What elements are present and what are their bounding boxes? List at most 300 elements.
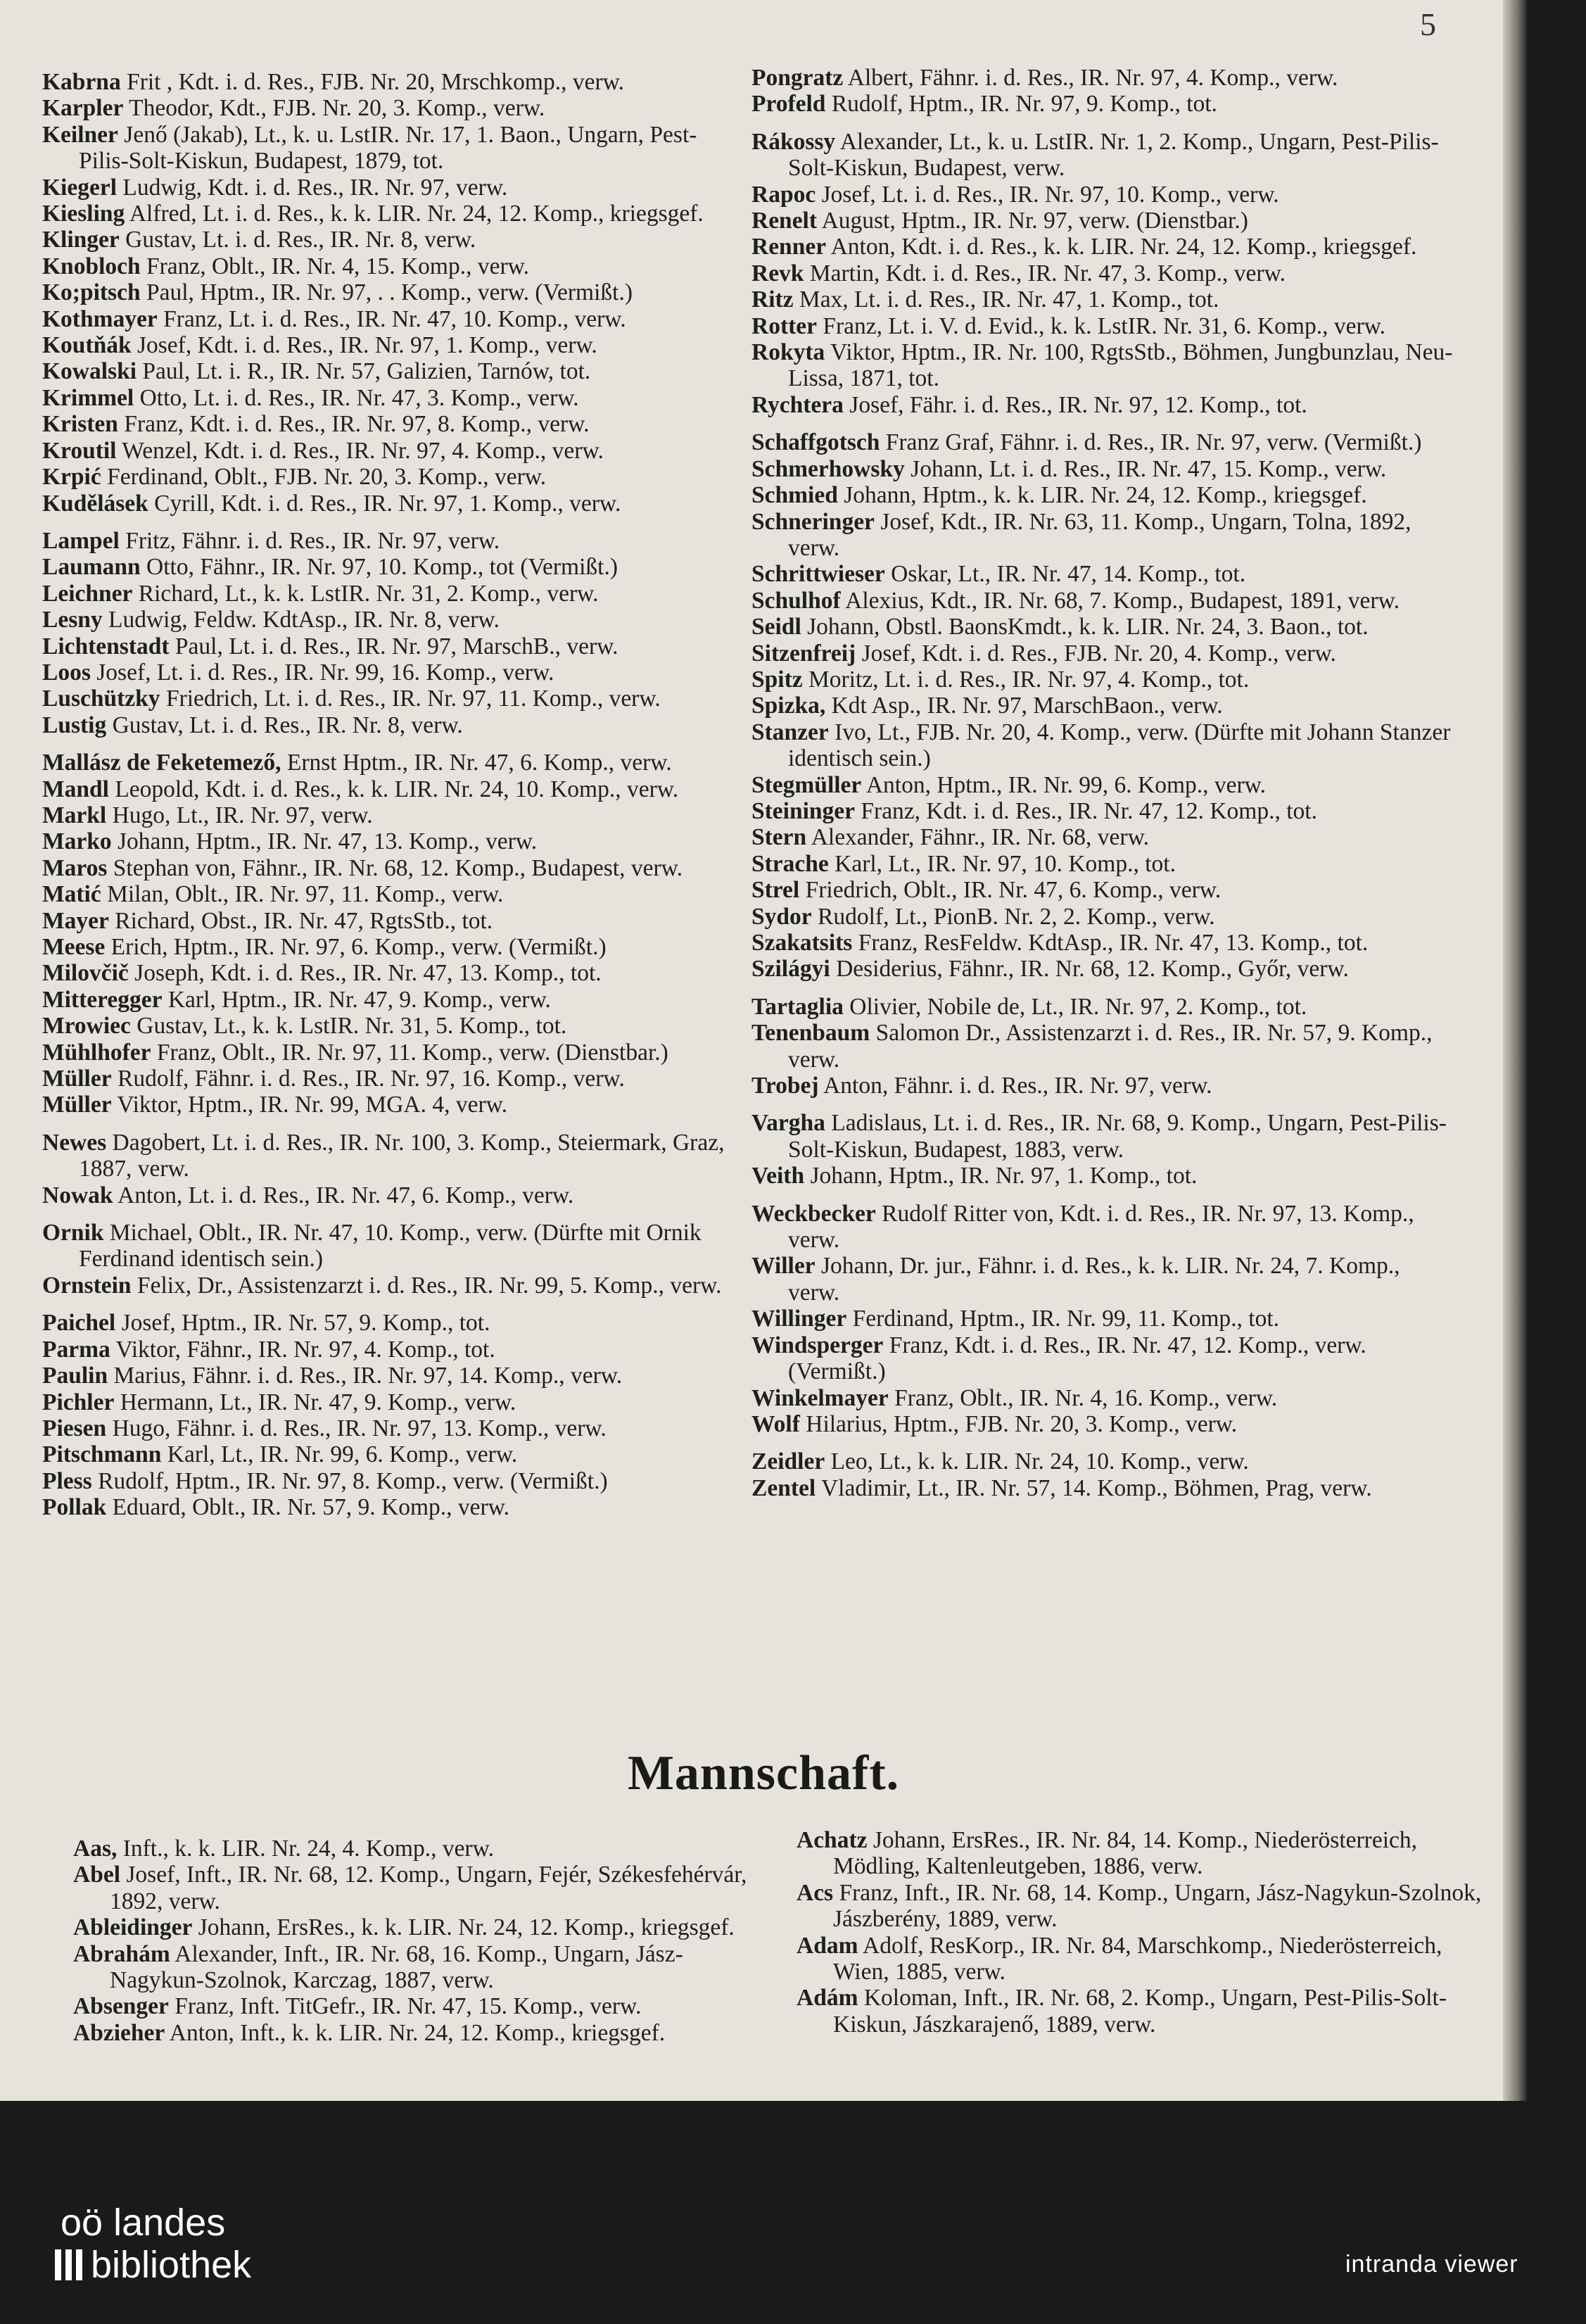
entry-details: Dagobert, Lt. i. d. Res., IR. Nr. 100, 3. Komp., Steiermark, Graz, 1887, verw.	[79, 1129, 725, 1182]
list-item	[797, 1827, 1500, 1880]
entry-surname: Abzieher	[73, 2019, 165, 2046]
entry-surname: Müller	[42, 1092, 112, 1118]
men-right-column	[797, 1827, 1500, 2038]
entry-details: Josef, Hptm., IR. Nr. 57, 9. Komp., tot.	[121, 1310, 490, 1337]
entry-details: Johann, ErsRes., k. k. LIR. Nr. 24, 12. Komp., kriegsgef.	[198, 1914, 735, 1941]
entry-details: Josef, Kdt. i. d. Res., FJB. Nr. 20, 4. Komp., verw.	[861, 640, 1336, 667]
entry-surname: Adam	[797, 1932, 858, 1959]
list-item	[751, 208, 1455, 234]
page-number: 5	[1420, 6, 1436, 42]
list-item	[42, 1415, 746, 1441]
entry-surname: Kiesling	[42, 201, 125, 227]
entry-details: Koloman, Inft., IR. Nr. 68, 2. Komp., Ungarn, Pest-Pilis-Solt-Kiskun, Jászkarajenő, 1889, verw.	[833, 1985, 1447, 2038]
entry-surname: Mallász de Feketemező,	[42, 750, 281, 776]
entry-details: Viktor, Hptm., IR. Nr. 99, MGA. 4, verw.	[117, 1092, 508, 1118]
entry-details: Gustav, Lt. i. d. Res., IR. Nr. 8, verw.	[112, 712, 463, 738]
entry-details: Johann, Dr. jur., Fähnr. i. d. Res., k. k. LIR. Nr. 24, 7. Komp., verw.	[788, 1253, 1400, 1306]
entry-details: Alexander, Inft., IR. Nr. 68, 16. Komp., Ungarn, Jász-Nagykun-Szolnok, Karczag, 1887, verw.	[110, 1940, 683, 1994]
entry-surname: Rákossy	[751, 128, 836, 155]
entry-details: Albert, Fähnr. i. d. Res., IR. Nr. 97, 4. Komp., verw.	[847, 65, 1338, 91]
entry-surname: Strache	[751, 850, 829, 877]
list-item	[751, 339, 1455, 392]
entry-details: Josef, Kdt., IR. Nr. 63, 11. Komp., Ungarn, Tolna, 1892, verw.	[788, 508, 1411, 561]
list-item	[42, 987, 746, 1013]
entry-details: Franz, Kdt. i. d. Res., IR. Nr. 47, 12. Komp., verw. (Vermißt.)	[788, 1332, 1366, 1385]
entry-details: Paul, Lt. i. d. Res., IR. Nr. 97, MarschB., verw.	[175, 633, 618, 659]
entry-details: Cyrill, Kdt. i. d. Res., IR. Nr. 97, 1. Komp., verw.	[154, 490, 621, 517]
entry-details: Wenzel, Kdt. i. d. Res., IR. Nr. 97, 4. Komp., verw.	[122, 437, 604, 464]
entry-details: Johann, Hptm., IR. Nr. 97, 1. Komp., tot.	[810, 1163, 1198, 1189]
list-item	[42, 69, 746, 95]
entry-details: Alexander, Fähnr., IR. Nr. 68, verw.	[811, 824, 1149, 851]
entry-details: Franz, Inft., IR. Nr. 68, 14. Komp., Ungarn, Jász-Nagykun-Szolnok, Jászberény, 1889, verw.	[833, 1879, 1482, 1933]
list-item	[42, 385, 746, 411]
entry-surname: Strel	[751, 877, 800, 904]
list-item	[42, 464, 746, 490]
entry-details: Rudolf, Hptm., IR. Nr. 97, 8. Komp., verw. (Vermißt.)	[98, 1467, 608, 1494]
entry-surname: Krpić	[42, 464, 101, 491]
list-item	[751, 772, 1455, 798]
list-item	[751, 129, 1455, 182]
entry-surname: Kudělásek	[42, 490, 148, 517]
entry-surname: Maros	[42, 854, 108, 881]
list-item	[42, 358, 746, 384]
entry-surname: Rotter	[751, 312, 817, 339]
entry-surname: Parma	[42, 1336, 110, 1363]
entry-details: Rudolf, Hptm., IR. Nr. 97, 9. Komp., tot.	[831, 91, 1217, 118]
list-item	[42, 1220, 746, 1272]
entry-surname: Ritz	[751, 286, 794, 313]
list-item	[42, 828, 746, 854]
list-item	[73, 1941, 777, 1994]
entry-details: Franz, Kdt. i. d. Res., IR. Nr. 97, 8. Komp., verw.	[124, 411, 590, 438]
entry-surname: Keilner	[42, 121, 118, 148]
entry-surname: Müller	[42, 1066, 112, 1092]
entry-details: Karl, Hptm., IR. Nr. 47, 9. Komp., verw.	[167, 986, 551, 1013]
entry-surname: Abrahám	[73, 1940, 170, 1967]
list-item	[751, 509, 1455, 562]
entry-details: Viktor, Fähnr., IR. Nr. 97, 4. Komp., tot.	[115, 1336, 495, 1363]
list-item	[797, 1985, 1500, 2038]
entry-details: Franz, Kdt. i. d. Res., IR. Nr. 47, 12. Komp., tot.	[861, 797, 1317, 824]
logo-line-2-text: bibliothek	[91, 2244, 252, 2286]
entry-surname: Karpler	[42, 95, 124, 122]
list-item	[751, 1385, 1455, 1411]
entry-surname: Rapoc	[751, 181, 816, 208]
list-item	[42, 712, 746, 738]
list-item	[751, 234, 1455, 260]
list-item	[42, 1389, 746, 1415]
list-item	[42, 581, 746, 607]
list-item	[751, 693, 1455, 719]
entry-details: Johann, Hptm., IR. Nr. 47, 13. Komp., verw.	[118, 828, 538, 855]
entry-details: Johann, Lt. i. d. Res., IR. Nr. 47, 15. Komp., verw.	[911, 455, 1387, 482]
list-item	[751, 260, 1455, 286]
list-item	[42, 122, 746, 175]
list-item	[751, 482, 1455, 508]
entry-surname: Kristen	[42, 411, 118, 438]
entry-details: Ludwig, Kdt. i. d. Res., IR. Nr. 97, verw.	[122, 174, 508, 201]
entry-details: Ivo, Lt., FJB. Nr. 20, 4. Komp., verw. (Dürfte mit Johann Stanzer identisch sein.)	[788, 719, 1451, 772]
entry-details: Josef, Lt. i. d. Res., IR. Nr. 97, 10. Komp., verw.	[821, 181, 1279, 208]
list-item	[42, 528, 746, 554]
entry-surname: Kabrna	[42, 69, 121, 95]
entry-surname: Zentel	[751, 1474, 816, 1501]
list-item	[751, 1201, 1455, 1253]
entry-details: Ladislaus, Lt. i. d. Res., IR. Nr. 68, 9. Komp., Ungarn, Pest-Pilis-Solt-Kiskun, Budapest, 1883, verw.	[788, 1110, 1447, 1163]
entry-details: Ferdinand, Hptm., IR. Nr. 99, 11. Komp., tot.	[852, 1306, 1280, 1332]
entry-details: Rudolf Ritter von, Kdt. i. d. Res., IR. Nr. 97, 13. Komp., verw.	[788, 1200, 1414, 1253]
list-item	[42, 960, 746, 986]
list-item	[42, 1013, 746, 1039]
entry-details: Otto, Fähnr., IR. Nr. 97, 10. Komp., tot (Vermißt.)	[146, 554, 618, 581]
entry-details: Vladimir, Lt., IR. Nr. 57, 14. Komp., Böhmen, Prag, verw.	[820, 1474, 1372, 1501]
entry-surname: Ornik	[42, 1220, 104, 1246]
entry-surname: Luschützky	[42, 686, 160, 712]
entry-details: Felix, Dr., Assistenzarzt i. d. Res., IR. Nr. 99, 5. Komp., verw.	[137, 1272, 722, 1299]
entry-surname: Kowalski	[42, 358, 137, 385]
entry-details: Alexius, Kdt., IR. Nr. 68, 7. Komp., Budapest, 1891, verw.	[845, 587, 1400, 614]
entry-details: Rudolf, Lt., PionB. Nr. 2, 2. Komp., verw.	[818, 903, 1215, 930]
officers-left-column	[42, 69, 746, 1521]
list-item	[751, 640, 1455, 667]
list-item	[73, 1862, 777, 1914]
entry-details: Eduard, Oblt., IR. Nr. 57, 9. Komp., verw.	[112, 1494, 510, 1521]
entry-surname: Piesen	[42, 1415, 107, 1441]
entry-details: Desiderius, Fähnr., IR. Nr. 68, 12. Komp., Győr, verw.	[836, 956, 1349, 983]
entry-details: Michael, Oblt., IR. Nr. 47, 10. Komp., verw. (Dürfte mit Ornik Ferdinand identisch sein.)	[79, 1220, 702, 1272]
entry-surname: Milovčič	[42, 960, 129, 987]
viewer-label: intranda viewer	[1345, 2251, 1518, 2278]
list-item	[751, 1411, 1455, 1437]
entry-surname: Schaffgotsch	[751, 429, 880, 456]
entry-surname: Windsperger	[751, 1332, 884, 1358]
entry-surname: Loos	[42, 659, 91, 686]
entry-surname: Pollak	[42, 1494, 107, 1521]
entry-surname: Pongratz	[751, 65, 844, 91]
entry-details: August, Hptm., IR. Nr. 97, verw. (Dienstbar.)	[821, 208, 1248, 234]
list-item	[73, 2020, 777, 2046]
entry-surname: Krimmel	[42, 384, 134, 411]
list-item	[751, 1110, 1455, 1163]
entry-surname: Zeidler	[751, 1448, 825, 1475]
entry-surname: Newes	[42, 1129, 107, 1156]
list-item	[42, 175, 746, 201]
entry-surname: Willer	[751, 1253, 816, 1280]
entry-surname: Stanzer	[751, 719, 829, 745]
entry-details: Viktor, Hptm., IR. Nr. 100, RgtsStb., Böhmen, Jungbunzlau, Neu-Lissa, 1871, tot.	[788, 339, 1453, 392]
list-item	[42, 934, 746, 960]
entry-details: Salomon Dr., Assistenzarzt i. d. Res., IR. Nr. 57, 9. Komp., verw.	[788, 1020, 1433, 1073]
entry-surname: Profeld	[751, 91, 826, 118]
list-item	[751, 614, 1455, 640]
entry-surname: Szakatsits	[751, 930, 853, 956]
entry-details: Franz, Oblt., IR. Nr. 97, 11. Komp., verw. (Dienstbar.)	[156, 1039, 668, 1066]
list-item	[42, 1182, 746, 1208]
entry-surname: Rokyta	[751, 339, 825, 366]
entry-details: Ludwig, Feldw. KdtAsp., IR. Nr. 8, verw.	[108, 607, 500, 633]
entry-surname: Pless	[42, 1467, 92, 1494]
list-item	[42, 554, 746, 580]
entry-surname: Schneringer	[751, 508, 875, 535]
logo-bars-icon	[55, 2249, 82, 2280]
entry-surname: Lustig	[42, 712, 107, 738]
entry-details: Olivier, Nobile de, Lt., IR. Nr. 97, 2. Komp., tot.	[849, 993, 1307, 1020]
entry-details: Franz Graf, Fähnr. i. d. Res., IR. Nr. 97, verw. (Vermißt.)	[885, 429, 1422, 456]
entry-details: Max, Lt. i. d. Res., IR. Nr. 47, 1. Komp., tot.	[799, 286, 1219, 313]
list-item	[751, 429, 1455, 455]
entry-details: Jenő (Jakab), Lt., k. u. LstIR. Nr. 17, 1. Baon., Ungarn, Pest-Pilis-Solt-Kiskun, Budapest, 1879, tot.	[79, 121, 697, 175]
entry-surname: Acs	[797, 1879, 834, 1906]
entry-surname: Mühlhofer	[42, 1039, 151, 1066]
entry-surname: Schmied	[751, 482, 838, 509]
list-item	[751, 456, 1455, 482]
entry-surname: Trobej	[751, 1073, 819, 1099]
entry-details: Paul, Hptm., IR. Nr. 97, . . Komp., verw. (Vermißt.)	[146, 279, 633, 306]
entry-details: Oskar, Lt., IR. Nr. 47, 14. Komp., tot.	[891, 561, 1246, 588]
entry-surname: Ko;pitsch	[42, 279, 141, 306]
list-item	[42, 855, 746, 881]
list-item	[42, 1130, 746, 1182]
entry-surname: Wolf	[751, 1410, 800, 1437]
entry-surname: Sydor	[751, 903, 812, 930]
list-item	[751, 561, 1455, 587]
entry-details: Martin, Kdt. i. d. Res., IR. Nr. 47, 3. Komp., verw.	[809, 260, 1286, 286]
entry-details: Milan, Oblt., IR. Nr. 97, 11. Komp., verw.	[107, 881, 504, 908]
entry-details: Josef, Fähr. i. d. Res., IR. Nr. 97, 12. Komp., tot.	[849, 391, 1307, 418]
entry-surname: Pichler	[42, 1389, 115, 1415]
entry-details: Franz, ResFeldw. KdtAsp., IR. Nr. 47, 13. Komp., tot.	[858, 930, 1369, 956]
entry-surname: Stern	[751, 824, 807, 851]
entry-surname: Pitschmann	[42, 1441, 162, 1468]
list-item	[42, 332, 746, 358]
entry-details: Anton, Inft., k. k. LIR. Nr. 24, 12. Komp., kriegsgef.	[169, 2019, 666, 2046]
logo-line-2	[55, 2244, 251, 2286]
entry-surname: Kroutil	[42, 437, 117, 464]
list-item	[751, 91, 1455, 117]
list-item	[751, 1020, 1455, 1073]
list-item	[42, 227, 746, 253]
list-item	[42, 659, 746, 686]
entry-surname: Abel	[73, 1862, 120, 1888]
entry-details: Richard, Obst., IR. Nr. 47, RgtsStb., tot.	[115, 907, 493, 934]
entry-surname: Markl	[42, 802, 107, 828]
entry-details: Alfred, Lt. i. d. Res., k. k. LIR. Nr. 24, 12. Komp., kriegsgef.	[129, 201, 704, 227]
list-item	[751, 667, 1455, 693]
entry-surname: Koutňák	[42, 332, 132, 359]
list-item	[73, 1836, 777, 1862]
list-item	[751, 1332, 1455, 1385]
list-item	[751, 956, 1455, 982]
entry-surname: Schrittwieser	[751, 561, 885, 588]
entry-details: Anton, Hptm., IR. Nr. 99, 6. Komp., verw.	[865, 771, 1267, 798]
list-item	[42, 1310, 746, 1336]
entry-surname: Seidl	[751, 614, 801, 640]
entry-details: Gustav, Lt., k. k. LstIR. Nr. 31, 5. Komp., tot.	[137, 1013, 567, 1040]
list-item	[751, 313, 1455, 339]
entry-surname: Szilágyi	[751, 956, 830, 983]
list-item	[797, 1933, 1500, 1985]
entry-details: Anton, Lt. i. d. Res., IR. Nr. 47, 6. Komp., verw.	[118, 1182, 574, 1208]
entry-surname: Marko	[42, 828, 112, 855]
entry-surname: Paichel	[42, 1310, 116, 1337]
list-item	[42, 750, 746, 776]
entry-surname: Steininger	[751, 797, 856, 824]
list-item	[42, 881, 746, 907]
entry-surname: Renner	[751, 234, 827, 260]
list-item	[751, 392, 1455, 418]
entry-surname: Ableidinger	[73, 1914, 193, 1941]
entry-details: Fritz, Fähnr. i. d. Res., IR. Nr. 97, verw.	[125, 527, 500, 554]
entry-details: Rudolf, Fähnr. i. d. Res., IR. Nr. 97, 16. Komp., verw.	[117, 1066, 625, 1092]
entry-details: Richard, Lt., k. k. LstIR. Nr. 31, 2. Komp., verw.	[138, 580, 599, 607]
list-item	[42, 95, 746, 121]
list-item	[751, 1163, 1455, 1189]
entry-details: Inft., k. k. LIR. Nr. 24, 4. Komp., verw.	[122, 1836, 494, 1862]
entry-details: Frit , Kdt. i. d. Res., FJB. Nr. 20, Mrschkomp., verw.	[127, 69, 624, 95]
entry-details: Franz, Inft. TitGefr., IR. Nr. 47, 15. Komp., verw.	[175, 1993, 642, 2020]
entry-details: Paul, Lt. i. R., IR. Nr. 57, Galizien, Tarnów, tot.	[142, 358, 591, 385]
entry-details: Johann, Obstl. BaonsKmdt., k. k. LIR. Nr. 24, 3. Baon., tot.	[807, 614, 1369, 640]
list-item	[751, 824, 1455, 850]
list-item	[751, 930, 1455, 956]
entry-surname: Lesny	[42, 607, 103, 633]
list-item	[751, 904, 1455, 930]
entry-details: Josef, Lt. i. d. Res., IR. Nr. 99, 16. Komp., verw.	[96, 659, 554, 686]
list-item	[42, 411, 746, 437]
entry-details: Hilarius, Hptm., FJB. Nr. 20, 3. Komp., verw.	[806, 1410, 1238, 1437]
entry-details: Theodor, Kdt., FJB. Nr. 20, 3. Komp., verw.	[129, 95, 545, 122]
entry-surname: Laumann	[42, 554, 141, 581]
officers-right-column	[751, 65, 1455, 1501]
entry-surname: Absenger	[73, 1993, 169, 2020]
entry-surname: Willinger	[751, 1306, 847, 1332]
list-item	[751, 1253, 1455, 1306]
library-logo[interactable]	[55, 2202, 251, 2286]
entry-details: Stephan von, Fähnr., IR. Nr. 68, 12. Komp., Budapest, verw.	[113, 854, 683, 881]
list-item	[42, 1092, 746, 1118]
entry-details: Hugo, Fähnr. i. d. Res., IR. Nr. 97, 13. Komp., verw.	[112, 1415, 607, 1441]
entry-details: Otto, Lt. i. d. Res., IR. Nr. 47, 3. Komp., verw.	[139, 384, 579, 411]
entry-surname: Aas,	[73, 1836, 118, 1862]
list-item	[42, 1337, 746, 1363]
entry-surname: Mandl	[42, 776, 109, 802]
entry-surname: Renelt	[751, 208, 818, 234]
entry-details: Franz, Oblt., IR. Nr. 4, 16. Komp., verw.	[894, 1384, 1278, 1411]
entry-details: Adolf, ResKorp., IR. Nr. 84, Marschkomp., Niederösterreich, Wien, 1885, verw.	[833, 1932, 1442, 1985]
entry-details: Franz, Lt. i. d. Res., IR. Nr. 47, 10. Komp., verw.	[163, 305, 626, 332]
entry-surname: Kiegerl	[42, 174, 118, 201]
entry-details: Ernst Hptm., IR. Nr. 47, 6. Komp., verw.	[286, 750, 672, 776]
entry-details: Leo, Lt., k. k. LIR. Nr. 24, 10. Komp., verw.	[830, 1448, 1249, 1475]
entry-surname: Spitz	[751, 666, 803, 693]
entry-details: Alexander, Lt., k. u. LstIR. Nr. 1, 2. Komp., Ungarn, Pest-Pilis-Solt-Kiskun, Budapest, verw.	[788, 128, 1439, 182]
entry-details: Anton, Fähnr. i. d. Res., IR. Nr. 97, verw.	[823, 1073, 1212, 1099]
entry-details: Friedrich, Lt. i. d. Res., IR. Nr. 97, 11. Komp., verw.	[165, 686, 661, 712]
entry-details: Josef, Inft., IR. Nr. 68, 12. Komp., Ungarn, Fejér, Székesfehérvár, 1892, verw.	[110, 1862, 747, 1914]
list-item	[42, 491, 746, 517]
men-left-column	[73, 1836, 777, 2046]
list-item	[42, 633, 746, 659]
entry-surname: Kothmayer	[42, 305, 158, 332]
list-item	[751, 719, 1455, 772]
entry-details: Johann, Hptm., k. k. LIR. Nr. 24, 12. Komp., kriegsgef.	[844, 482, 1367, 509]
list-item	[751, 1306, 1455, 1332]
list-item	[42, 607, 746, 633]
entry-surname: Tenenbaum	[751, 1020, 870, 1047]
list-item	[751, 1073, 1455, 1099]
entry-details: Gustav, Lt. i. d. Res., IR. Nr. 8, verw.	[125, 227, 476, 253]
entry-details: Moritz, Lt. i. d. Res., IR. Nr. 97, 4. Komp., tot.	[808, 666, 1250, 693]
entry-surname: Winkelmayer	[751, 1384, 889, 1411]
list-item	[42, 279, 746, 305]
entry-surname: Knobloch	[42, 253, 141, 279]
entry-details: Franz, Oblt., IR. Nr. 4, 15. Komp., verw.	[146, 253, 530, 279]
entry-surname: Revk	[751, 260, 804, 286]
list-item	[751, 588, 1455, 614]
entry-surname: Vargha	[751, 1110, 825, 1137]
entry-details: Marius, Fähnr. i. d. Res., IR. Nr. 97, 14. Komp., verw.	[113, 1363, 623, 1389]
entry-surname: Ornstein	[42, 1272, 132, 1299]
entry-details: Hugo, Lt., IR. Nr. 97, verw.	[112, 802, 373, 828]
entry-surname: Klinger	[42, 227, 120, 253]
entry-surname: Weckbecker	[751, 1200, 876, 1227]
list-item	[751, 851, 1455, 877]
list-item	[42, 802, 746, 828]
entry-surname: Stegmüller	[751, 771, 862, 798]
list-item	[797, 1880, 1500, 1933]
entry-surname: Paulin	[42, 1363, 108, 1389]
list-item	[42, 1468, 746, 1494]
entry-surname: Veith	[751, 1163, 805, 1189]
entry-details: Hermann, Lt., IR. Nr. 47, 9. Komp., verw.	[120, 1389, 516, 1415]
entry-details: Franz, Lt. i. V. d. Evid., k. k. LstIR. Nr. 31, 6. Komp., verw.	[823, 312, 1385, 339]
entry-details: Friedrich, Oblt., IR. Nr. 47, 6. Komp., verw.	[805, 877, 1222, 904]
entry-surname: Mayer	[42, 907, 109, 934]
list-item	[73, 1914, 777, 1940]
list-item	[751, 798, 1455, 824]
entry-details: Ferdinand, Oblt., FJB. Nr. 20, 3. Komp., verw.	[107, 464, 547, 491]
list-item	[42, 438, 746, 464]
entry-surname: Schulhof	[751, 587, 841, 614]
entry-surname: Leichner	[42, 580, 133, 607]
list-item	[751, 1448, 1455, 1474]
list-item	[751, 994, 1455, 1020]
list-item	[42, 776, 746, 802]
entry-details: Anton, Kdt. i. d. Res., k. k. LIR. Nr. 24, 12. Komp., kriegsgef.	[830, 234, 1417, 260]
entry-details: Josef, Kdt. i. d. Res., IR. Nr. 97, 1. Komp., verw.	[137, 332, 597, 359]
entry-surname: Matić	[42, 881, 101, 908]
list-item	[42, 908, 746, 934]
list-item	[42, 1040, 746, 1066]
entry-surname: Adám	[797, 1985, 858, 2012]
entry-details: Kdt Asp., IR. Nr. 97, MarschBaon., verw.	[831, 693, 1223, 719]
list-item	[73, 1993, 777, 2019]
list-item	[751, 182, 1455, 208]
list-item	[42, 1494, 746, 1520]
entry-surname: Spizka,	[751, 693, 826, 719]
entry-surname: Lampel	[42, 527, 120, 554]
entry-surname: Schmerhowsky	[751, 455, 905, 482]
entry-details: Leopold, Kdt. i. d. Res., k. k. LIR. Nr. 24, 10. Komp., verw.	[115, 776, 679, 802]
entry-details: Erich, Hptm., IR. Nr. 97, 6. Komp., verw. (Vermißt.)	[110, 934, 607, 960]
list-item	[42, 1066, 746, 1092]
list-item	[42, 1441, 746, 1467]
list-item	[751, 877, 1455, 903]
section-heading: Mannschaft.	[627, 1746, 900, 1800]
entry-details: Karl, Lt., IR. Nr. 97, 10. Komp., tot.	[835, 850, 1176, 877]
entry-surname: Rychtera	[751, 391, 844, 418]
